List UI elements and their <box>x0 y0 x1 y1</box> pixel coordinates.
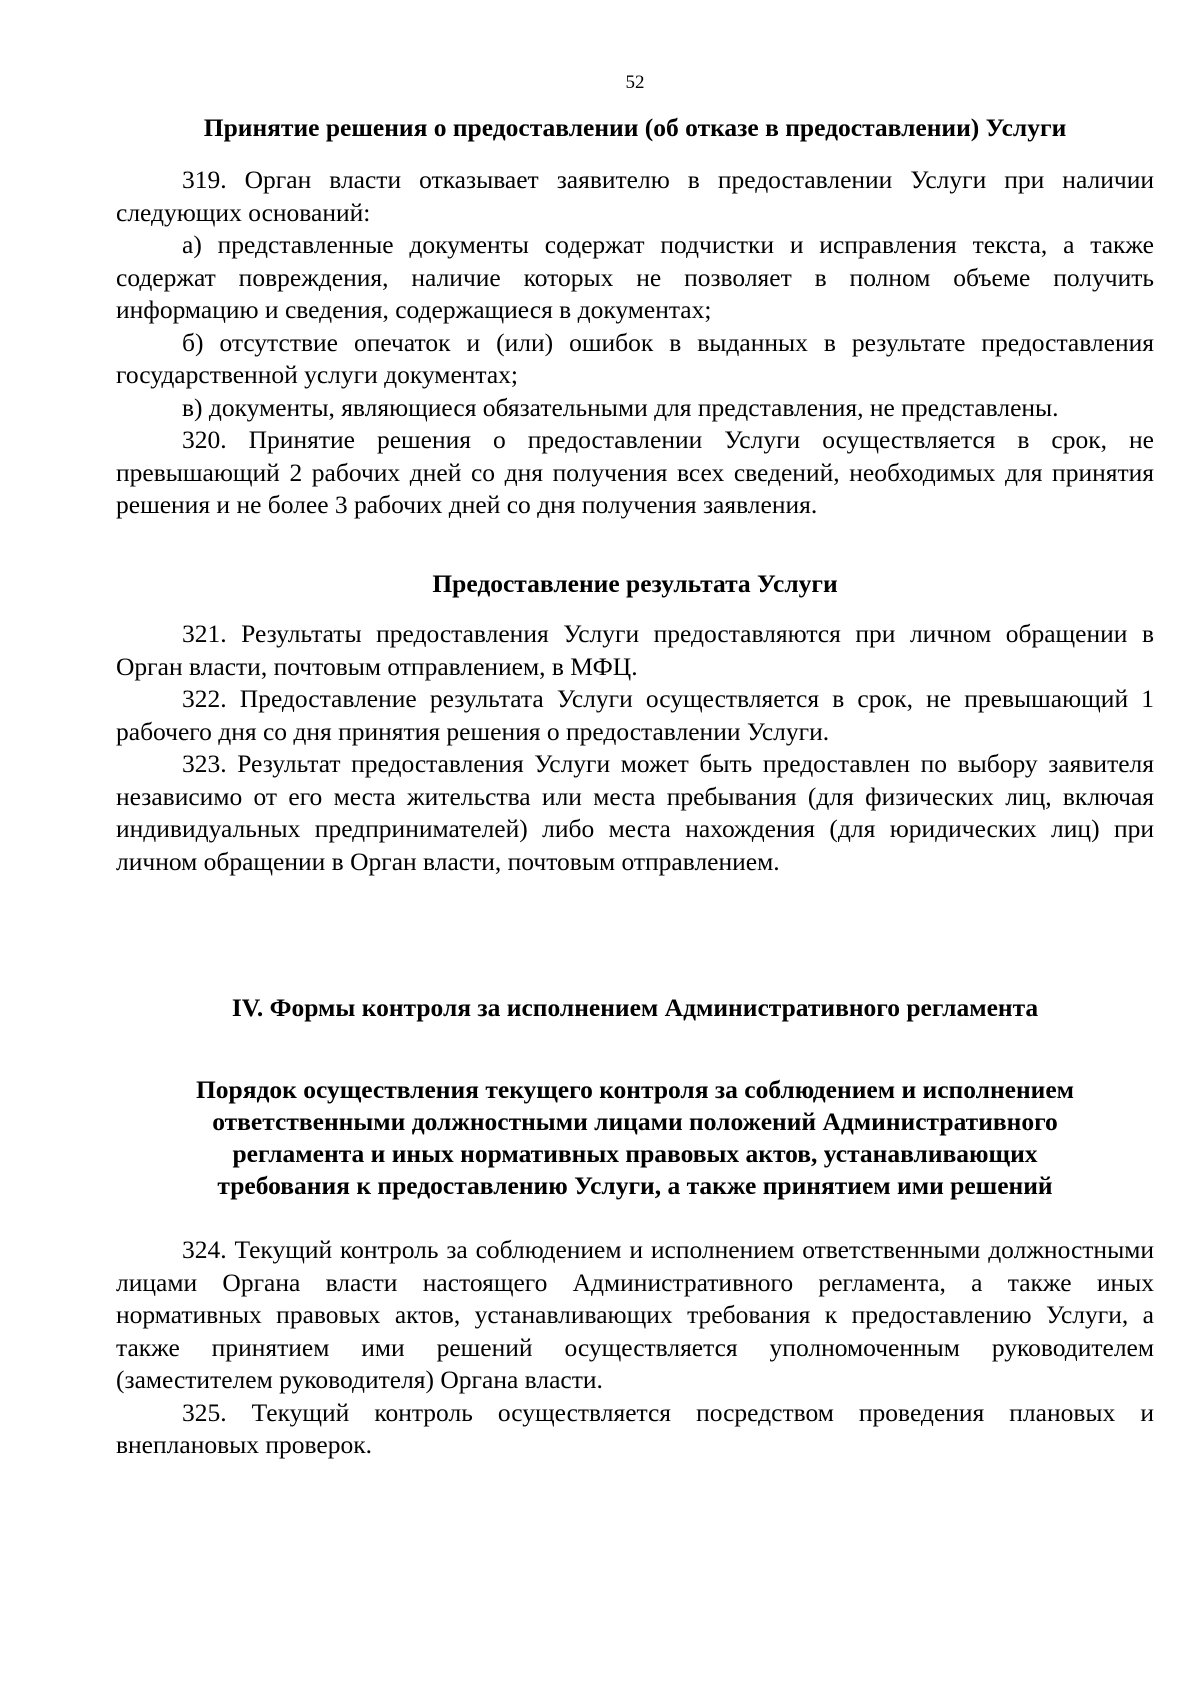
paragraph-324: 324. Текущий контроль за соблюдением и исполнением ответственными должностными лицами Органа власти настоящего Административного регламента, а также иных нормативных правовых актов, устанавливающих требования к предоставлению Услуги, а также принятием ими решений осуществляется уполномоченным руководителем (заместителем руководителя) Органа власти. <box>116 1235 1154 1394</box>
page-number: 52 <box>625 72 645 93</box>
heading-line: требования к предоставлению Услуги, а также принятием ими решений <box>217 1171 1053 1200</box>
section-heading-current-control <box>116 1074 1154 1202</box>
paragraph-325: 325. Текущий контроль осуществляется посредством проведения плановых и внеплановых проверок. <box>116 1397 1154 1459</box>
paragraph-319-b: б) отсутствие опечаток и (или) ошибок в выданных в результате предоставления государственной услуги документах; <box>116 327 1154 389</box>
paragraph-321: 321. Результаты предоставления Услуги предоставляются при личном обращении в Орган власти, почтовым отправлением, в МФЦ. <box>116 619 1154 681</box>
section-heading-decision: Принятие решения о предоставлении (об отказе в предоставлении) Услуги <box>203 113 1067 142</box>
heading-line: регламента и иных нормативных правовых актов, устанавливающих <box>232 1139 1038 1168</box>
paragraph-322: 322. Предоставление результата Услуги осуществляется в срок, не превышающий 1 рабочего дня со дня принятия решения о предоставлении Услуги. <box>116 684 1154 746</box>
section-body-decision <box>116 164 1154 522</box>
heading-line: ответственными должностными лицами положений Административного <box>212 1107 1058 1136</box>
paragraph-320: 320. Принятие решения о предоставлении Услуги осуществляется в срок, не превышающий 2 рабочих дней со дня получения всех сведений, необходимых для принятия решения и не более 3 рабочих дней со дня получения заявления. <box>116 425 1154 519</box>
section-body-current-control <box>116 1234 1154 1462</box>
section-body-result <box>116 618 1154 878</box>
paragraph-319: 319. Орган власти отказывает заявителю в предоставлении Услуги при наличии следующих оснований: <box>116 165 1154 227</box>
paragraph-323: 323. Результат предоставления Услуги может быть предоставлен по выбору заявителя независимо от его места жительства или места пребывания (для физических лиц, включая индивидуальных предпринимателей) либо места нахождения (для юридических лиц) при личном обращении в Орган власти, почтовым отправлением. <box>116 749 1154 876</box>
paragraph-319-a: а) представленные документы содержат подчистки и исправления текста, а также содержат повреждения, наличие которых не позволяет в полном объеме получить информацию и сведения, содержащиеся в документах; <box>116 230 1154 324</box>
paragraph-319-c: в) документы, являющиеся обязательными для представления, не представлены. <box>182 392 1059 422</box>
section-heading-result: Предоставление результата Услуги <box>432 569 838 598</box>
heading-line: Порядок осуществления текущего контроля за соблюдением и исполнением <box>195 1075 1075 1104</box>
chapter-heading-iv: IV. Формы контроля за исполнением Административного регламента <box>231 993 1039 1022</box>
